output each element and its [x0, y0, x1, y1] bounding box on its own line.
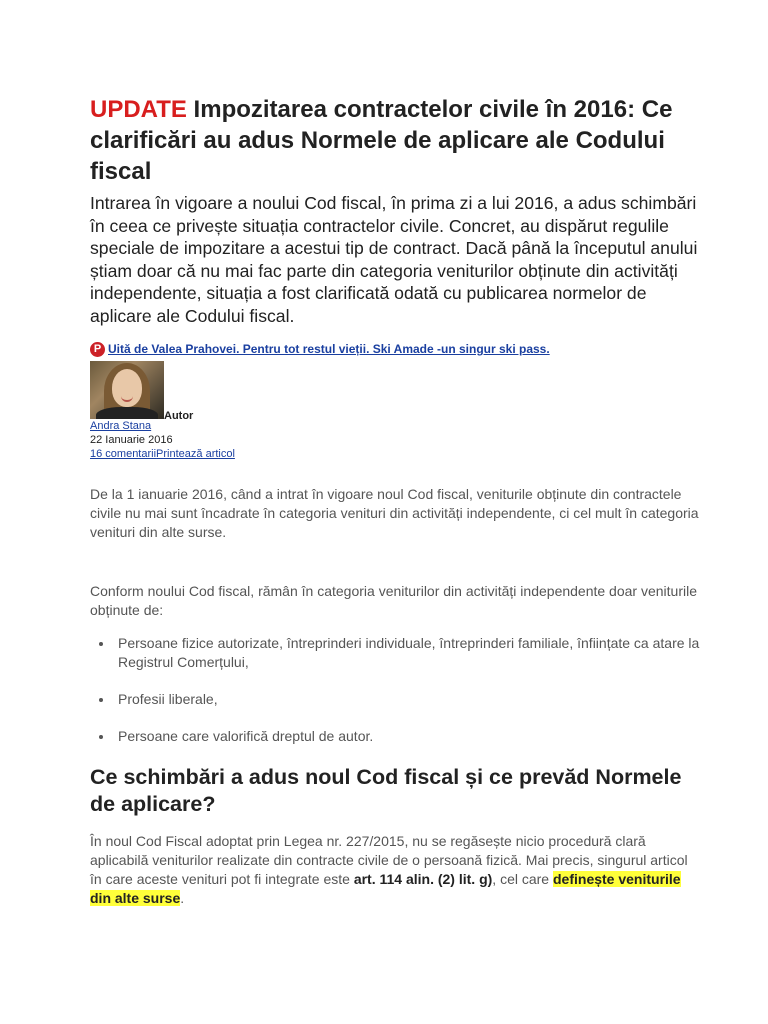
- promo-link[interactable]: Uită de Valea Prahovei. Pentru tot restul vieții. Ski Amade -un singur ski pass.: [108, 342, 550, 357]
- author-label: Autor: [164, 409, 194, 422]
- list-item: • Profesii liberale,: [114, 690, 700, 709]
- publish-date: 22 Ianuarie 2016: [90, 433, 173, 446]
- paragraph-2: Conform noului Cod fiscal, rămân în categoria veniturilor din activități independente doar veniturile obținute de:: [90, 582, 697, 618]
- update-label: UPDATE: [90, 96, 187, 123]
- highlighted-text: definește veniturile din alte surse: [90, 870, 681, 906]
- article-reference: art. 114 alin. (2) lit. g): [353, 870, 493, 887]
- section-heading: Ce schimbări a adus noul Cod fiscal și ce prevăd Normele de aplicare?: [90, 764, 682, 816]
- author-avatar: [90, 361, 164, 419]
- independent-activities-list: [90, 634, 700, 746]
- title-text: Impozitarea contractelor civile în 2016: Ce clarificări au adus Normele de aplicare ale Codului fiscal: [90, 96, 673, 185]
- article-title: [90, 94, 700, 187]
- list-item: • Persoane fizice autorizate, întreprinderi individuale, întreprinderi familiale, înființate ca atare la Registrul Comerțului,: [114, 634, 700, 672]
- article: [90, 94, 700, 908]
- promo-badge-icon: P: [90, 342, 105, 357]
- author-name-link[interactable]: Andra Stana: [90, 419, 152, 432]
- author-block: [90, 361, 700, 422]
- article-lead: Intrarea în vigoare a noului Cod fiscal, în prima zi a lui 2016, a adus schimbări în ceea ce privește situația contractelor civile. Concret, au dispărut regulile speciale de impozitare a acestui tip de contract. Dacă până la începutul anului știam doar că nu mai fac parte din categoria veniturilor obținute din activități independente, situația a fost clarificată odată cu publicarea normelor de aplicare ale Codului fiscal.: [90, 193, 698, 326]
- comments-link[interactable]: 16 comentarii: [90, 447, 157, 460]
- list-item: • Persoane care valorifică dreptul de autor.: [114, 727, 700, 746]
- paragraph-1: De la 1 ianuarie 2016, când a intrat în vigoare noul Cod fiscal, veniturile obținute din contractele civile nu mai sunt încadrate în categoria venituri din activități independente, ci cel mult în categoria venituri din alte surse.: [90, 485, 699, 540]
- print-article-link[interactable]: Printează articol: [156, 447, 235, 460]
- promo-link-row[interactable]: [90, 342, 700, 357]
- article-meta: [90, 419, 700, 461]
- paragraph-3: În noul Cod Fiscal adoptat prin Legea nr. 227/2015, nu se regăsește nicio procedură clară aplicabilă veniturilor realizate din contracte civile de o persoană fizică. Mai precis, singurul articol în care aceste venituri pot fi integrate este art. 114 alin. (2) lit. g), cel care definește veniturile din alte surse.: [90, 832, 688, 906]
